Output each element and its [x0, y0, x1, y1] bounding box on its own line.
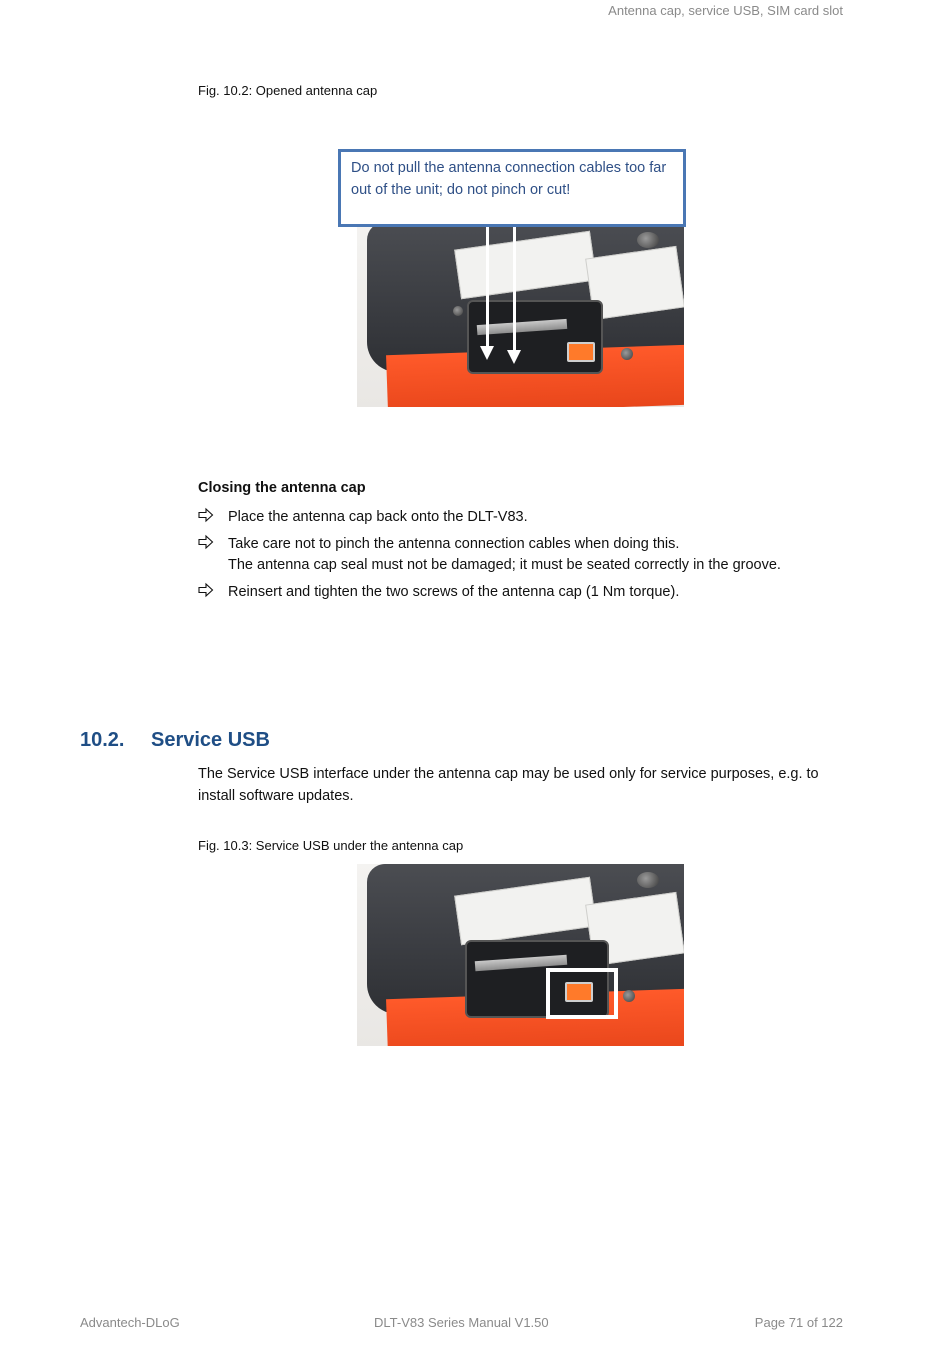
- arrow-line: [486, 222, 489, 346]
- arrow-line: [513, 222, 516, 350]
- warning-callout: [338, 149, 686, 227]
- list-item-text: Place the antenna cap back onto the DLT-V83.: [228, 509, 528, 525]
- figure-caption-10-3: Fig. 10.3: Service USB under the antenna cap: [198, 838, 464, 853]
- section-title: Service USB: [151, 729, 270, 751]
- photo-service-usb: [357, 864, 684, 1046]
- screw-icon: [637, 872, 659, 888]
- subsection-heading: Closing the antenna cap: [198, 480, 366, 496]
- section-paragraph: The Service USB interface under the antenna cap may be used only for service purposes, e.g. to install software updates.: [198, 766, 819, 804]
- screw-icon: [453, 306, 463, 316]
- screw-icon: [623, 990, 635, 1002]
- arrow-right-outline-icon: [198, 582, 214, 598]
- footer-manual-title: DLT-V83 Series Manual V1.50: [374, 1315, 549, 1330]
- photo-opened-antenna-cap: [357, 222, 684, 407]
- arrow-down-icon: [480, 346, 494, 360]
- footer-company: Advantech-DLoG: [80, 1315, 180, 1330]
- arrow-right-outline-icon: [198, 534, 214, 550]
- service-usb-port: [567, 342, 595, 362]
- list-item-text: The antenna cap seal must not be damaged; it must be seated correctly in the groove.: [228, 557, 781, 573]
- section-number: 10.2.: [80, 729, 125, 751]
- arrow-right-outline-icon: [198, 507, 214, 523]
- screw-icon: [621, 348, 633, 360]
- running-header: Antenna cap, service USB, SIM card slot: [608, 3, 843, 18]
- arrow-down-icon: [507, 350, 521, 364]
- list-item-text: Reinsert and tighten the two screws of the antenna cap (1 Nm torque).: [228, 584, 680, 600]
- screw-icon: [637, 232, 659, 248]
- list-item-text: Take care not to pinch the antenna connection cables when doing this.: [228, 536, 680, 552]
- callout-text: Do not pull the antenna connection cables too far out of the unit; do not pinch or cut!: [351, 160, 667, 198]
- footer-page-number: Page 71 of 122: [754, 1315, 843, 1330]
- figure-caption-10-2: Fig. 10.2: Opened antenna cap: [198, 83, 378, 98]
- usb-highlight-frame: [546, 968, 618, 1019]
